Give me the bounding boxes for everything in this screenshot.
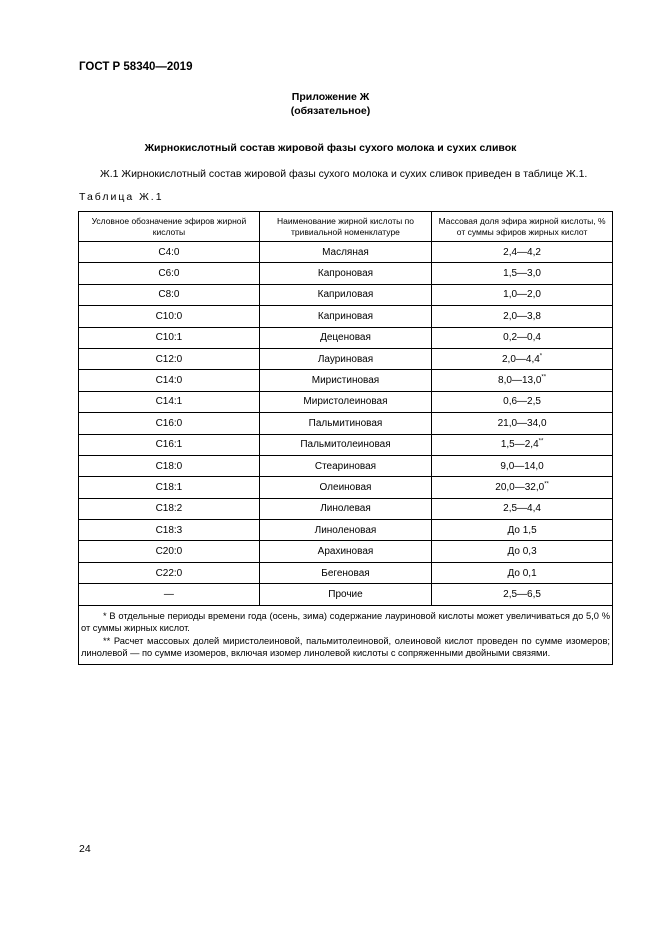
cell-name: Капроновая <box>259 263 431 284</box>
annex-status: (обязательное) <box>290 105 371 117</box>
cell-code: C8:0 <box>79 284 259 305</box>
cell-code: C6:0 <box>79 263 259 284</box>
header-value: Массовая доля эфира жирной кислоты, % от суммы эфиров жирных кислот <box>432 212 612 242</box>
cell-code: C20:0 <box>79 541 259 562</box>
cell-value: 8,0—13,0** <box>432 370 612 391</box>
cell-code: — <box>79 584 259 605</box>
table-row <box>79 242 612 263</box>
table-row <box>79 306 612 327</box>
cell-value: 21,0—34,0 <box>432 413 612 434</box>
cell-code: C16:0 <box>79 413 259 434</box>
cell-name: Стеариновая <box>259 455 431 476</box>
table-label: Таблица Ж.1 <box>79 191 164 203</box>
cell-value: 2,4—4,2 <box>432 242 612 263</box>
cell-name: Лауриновая <box>259 348 431 369</box>
cell-value: 9,0—14,0 <box>432 455 612 476</box>
fatty-acid-table <box>78 211 613 665</box>
cell-name: Каприновая <box>259 306 431 327</box>
header-name: Наименование жирной кислоты по тривиальной номенклатуре <box>259 212 431 242</box>
cell-code: C10:0 <box>79 306 259 327</box>
document-header: ГОСТ Р 58340—2019 <box>79 61 193 73</box>
section-title: Жирнокислотный состав жировой фазы сухого молока и сухих сливок <box>144 142 517 154</box>
table-row <box>79 327 612 348</box>
cell-code: C22:0 <box>79 562 259 583</box>
cell-code: C18:3 <box>79 520 259 541</box>
table-row <box>79 413 612 434</box>
note-2: ** Расчет массовых долей миристолеиновой, пальмитолеиновой, олеиновой кислот проведен по сумме изомеров; линолевой — по сумме изомеров, включая изомер линолевой кислоты с сопряженными двойными связями. <box>81 635 610 659</box>
cell-value: 2,0—3,8 <box>432 306 612 327</box>
cell-name: Пальмитолеиновая <box>259 434 431 455</box>
cell-code: C18:2 <box>79 498 259 519</box>
footnote-mark: ** <box>541 374 547 381</box>
cell-name: Деценовая <box>259 327 431 348</box>
cell-value: 0,6—2,5 <box>432 391 612 412</box>
cell-name: Олеиновая <box>259 477 431 498</box>
cell-name: Миристиновая <box>259 370 431 391</box>
footnote-mark: ** <box>538 438 544 445</box>
footnote-mark: * <box>539 353 543 360</box>
table-row <box>79 263 612 284</box>
cell-value: До 0,3 <box>432 541 612 562</box>
table-notes <box>79 606 612 664</box>
annex-heading <box>0 90 661 118</box>
table-row <box>79 541 612 562</box>
table-row <box>79 284 612 305</box>
cell-name: Линоленовая <box>259 520 431 541</box>
cell-name: Прочие <box>259 584 431 605</box>
note-1: * В отдельные периоды времени года (осень, зима) содержание лауриновой кислоты может увеличиваться до 5,0 % от суммы жирных кислот. <box>81 610 610 634</box>
table-row <box>79 584 612 605</box>
cell-value: До 1,5 <box>432 520 612 541</box>
cell-code: C18:0 <box>79 455 259 476</box>
cell-value: 2,0—4,4* <box>432 348 612 369</box>
table-row <box>79 370 612 391</box>
table-header-row <box>79 212 612 242</box>
cell-value: 2,5—4,4 <box>432 498 612 519</box>
header-code: Условное обозначение эфиров жирной кислоты <box>79 212 259 242</box>
cell-code: C4:0 <box>79 242 259 263</box>
table-row <box>79 348 612 369</box>
cell-value: 0,2—0,4 <box>432 327 612 348</box>
cell-name: Миристолеиновая <box>259 391 431 412</box>
cell-name: Линолевая <box>259 498 431 519</box>
cell-code: C16:1 <box>79 434 259 455</box>
cell-value: 1,0—2,0 <box>432 284 612 305</box>
table-row <box>79 477 612 498</box>
table-row <box>79 562 612 583</box>
cell-value: До 0,1 <box>432 562 612 583</box>
footnote-mark: ** <box>544 481 549 488</box>
table-row <box>79 498 612 519</box>
cell-name: Арахиновая <box>259 541 431 562</box>
cell-name: Каприловая <box>259 284 431 305</box>
table-row <box>79 520 612 541</box>
cell-value: 1,5—2,4** <box>432 434 612 455</box>
cell-name: Бегеновая <box>259 562 431 583</box>
table-row <box>79 434 612 455</box>
cell-code: C14:1 <box>79 391 259 412</box>
intro-paragraph: Ж.1 Жирнокислотный состав жировой фазы сухого молока и сухих сливок приведен в таблице Ж.1. <box>100 168 588 180</box>
page-number: 24 <box>79 843 91 855</box>
cell-name: Масляная <box>259 242 431 263</box>
cell-value: 1,5—3,0 <box>432 263 612 284</box>
cell-code: C12:0 <box>79 348 259 369</box>
cell-name: Пальмитиновая <box>259 413 431 434</box>
annex-title: Приложение Ж <box>291 91 370 103</box>
cell-code: C14:0 <box>79 370 259 391</box>
table-row <box>79 455 612 476</box>
cell-code: C18:1 <box>79 477 259 498</box>
cell-value: 2,5—6,5 <box>432 584 612 605</box>
cell-code: C10:1 <box>79 327 259 348</box>
cell-value: 20,0—32,0** <box>432 477 612 498</box>
table-row <box>79 391 612 412</box>
